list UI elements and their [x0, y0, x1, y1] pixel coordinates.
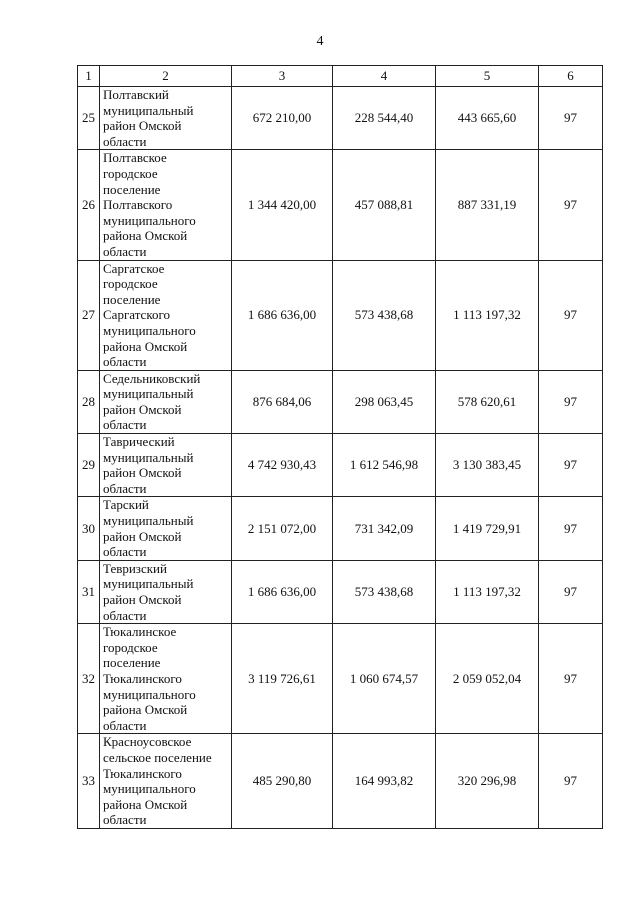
municipality-name-line: области — [103, 417, 147, 433]
value-cell-c5: 320 296,98 — [436, 734, 539, 829]
column-header: 6 — [539, 66, 603, 87]
municipality-name-line: городское — [103, 639, 158, 655]
value-cell-c3: 1 686 636,00 — [232, 560, 333, 623]
municipality-name-line: Саргатского — [103, 307, 170, 323]
municipality-name-line: район Омской — [103, 592, 182, 607]
municipality-name-line: Тарский — [103, 497, 149, 513]
value-cell-c6: 97 — [539, 734, 603, 829]
row-number-cell: 27 — [78, 260, 100, 370]
column-header: 1 — [78, 66, 100, 87]
municipality-name-line: района Омской — [103, 228, 188, 244]
municipality-name-cell — [100, 434, 232, 497]
municipality-name-line: муниципальный — [103, 102, 194, 118]
value-cell-c3: 672 210,00 — [232, 87, 333, 150]
municipality-name-line: муниципального — [103, 686, 196, 702]
data-table — [77, 65, 603, 829]
municipality-name-line: район Омской — [103, 401, 182, 417]
municipality-name-line: поселение — [103, 181, 161, 197]
municipality-name-cell — [100, 260, 232, 370]
table-row — [78, 87, 603, 150]
value-cell-c3: 2 151 072,00 — [232, 497, 333, 560]
municipality-name-line: Красноусовское — [103, 734, 192, 750]
value-cell-c4: 164 993,82 — [333, 734, 436, 829]
value-cell-c5: 1 419 729,91 — [436, 497, 539, 560]
municipality-name-line: сельское поселение — [103, 749, 212, 765]
municipality-name-line: муниципальный — [103, 386, 194, 402]
municipality-name-line: муниципального — [103, 212, 196, 228]
municipality-name-line: городское — [103, 165, 158, 181]
value-cell-c5: 3 130 383,45 — [436, 434, 539, 497]
table-row — [78, 370, 603, 433]
value-cell-c4: 457 088,81 — [333, 150, 436, 260]
row-number-cell: 28 — [78, 370, 100, 433]
value-cell-c5: 1 113 197,32 — [436, 560, 539, 623]
municipality-name-cell — [100, 370, 232, 433]
municipality-name-line: района Омской — [103, 338, 188, 354]
value-cell-c5: 2 059 052,04 — [436, 624, 539, 734]
municipality-name-line: области — [103, 717, 147, 733]
municipality-name-line: Таврический — [103, 434, 175, 450]
municipality-name-line: Полтавского — [103, 197, 173, 213]
value-cell-c4: 1 060 674,57 — [333, 624, 436, 734]
value-cell-c3: 1 686 636,00 — [232, 260, 333, 370]
municipality-name-line: области — [103, 812, 147, 828]
municipality-name-line: Тюкалинского — [103, 765, 182, 781]
municipality-name-line: муниципальный — [103, 513, 194, 529]
value-cell-c5: 887 331,19 — [436, 150, 539, 260]
municipality-name-cell — [100, 734, 232, 829]
value-cell-c3: 4 742 930,43 — [232, 434, 333, 497]
municipality-name-line: области — [103, 607, 147, 623]
value-cell-c4: 298 063,45 — [333, 370, 436, 433]
table-row — [78, 150, 603, 260]
row-number-cell: 26 — [78, 150, 100, 260]
value-cell-c6: 97 — [539, 560, 603, 623]
municipality-name-cell — [100, 87, 232, 150]
value-cell-c6: 97 — [539, 624, 603, 734]
column-header: 2 — [100, 66, 232, 87]
table-row — [78, 434, 603, 497]
table-body — [78, 87, 603, 829]
value-cell-c3: 876 684,06 — [232, 370, 333, 433]
municipality-name-cell — [100, 560, 232, 623]
value-cell-c5: 1 113 197,32 — [436, 260, 539, 370]
municipality-name-line: городское — [103, 276, 158, 292]
value-cell-c3: 3 119 726,61 — [232, 624, 333, 734]
row-number-cell: 29 — [78, 434, 100, 497]
municipality-name-line: район Омской — [103, 465, 182, 481]
municipality-name-line: Саргатское — [103, 260, 165, 276]
value-cell-c4: 573 438,68 — [333, 560, 436, 623]
municipality-name-line: области — [103, 480, 147, 496]
value-cell-c4: 731 342,09 — [333, 497, 436, 560]
table-row — [78, 497, 603, 560]
page-number: 4 — [316, 34, 324, 49]
municipality-name-line: района Омской — [103, 702, 188, 718]
value-cell-c6: 97 — [539, 260, 603, 370]
value-cell-c3: 485 290,80 — [232, 734, 333, 829]
municipality-name-line: муниципального — [103, 781, 196, 797]
row-number-cell: 31 — [78, 560, 100, 623]
row-number-cell: 32 — [78, 624, 100, 734]
municipality-name-line: области — [103, 133, 147, 149]
value-cell-c5: 578 620,61 — [436, 370, 539, 433]
municipality-name-line: Тюкалинского — [103, 670, 182, 686]
municipality-name-line: муниципального — [103, 322, 196, 338]
municipality-name-line: области — [103, 354, 147, 370]
municipality-name-line: поселение — [103, 655, 161, 671]
value-cell-c4: 1 612 546,98 — [333, 434, 436, 497]
row-number-cell: 30 — [78, 497, 100, 560]
municipality-name-line: Тевризский — [103, 560, 167, 576]
table-row — [78, 734, 603, 829]
municipality-name-cell — [100, 624, 232, 734]
municipality-name-line: области — [103, 544, 147, 560]
value-cell-c6: 97 — [539, 370, 603, 433]
municipality-name-cell — [100, 497, 232, 560]
row-number-cell: 33 — [78, 734, 100, 829]
value-cell-c6: 97 — [539, 434, 603, 497]
municipality-name-line: Полтавский — [103, 87, 169, 102]
municipality-name-line: области — [103, 243, 147, 259]
value-cell-c4: 573 438,68 — [333, 260, 436, 370]
municipality-name-line: района Омской — [103, 796, 188, 812]
table-row — [78, 260, 603, 370]
municipality-name-line: район Омской — [103, 528, 182, 544]
table-row — [78, 624, 603, 734]
municipality-name-line: Тюкалинское — [103, 624, 177, 640]
column-header: 5 — [436, 66, 539, 87]
column-header: 4 — [333, 66, 436, 87]
header-row — [78, 66, 603, 87]
municipality-name-line: Седельниковский — [103, 370, 201, 386]
value-cell-c6: 97 — [539, 87, 603, 150]
municipality-name-line: район Омской — [103, 118, 182, 134]
municipality-name-line: муниципальный — [103, 449, 194, 465]
municipality-name-line: поселение — [103, 291, 161, 307]
value-cell-c6: 97 — [539, 497, 603, 560]
row-number-cell: 25 — [78, 87, 100, 150]
municipality-name-line: муниципальный — [103, 576, 194, 592]
municipality-name-line: Полтавское — [103, 150, 167, 166]
table-row — [78, 560, 603, 623]
column-header: 3 — [232, 66, 333, 87]
municipality-name-cell — [100, 150, 232, 260]
value-cell-c3: 1 344 420,00 — [232, 150, 333, 260]
value-cell-c4: 228 544,40 — [333, 87, 436, 150]
value-cell-c5: 443 665,60 — [436, 87, 539, 150]
value-cell-c6: 97 — [539, 150, 603, 260]
